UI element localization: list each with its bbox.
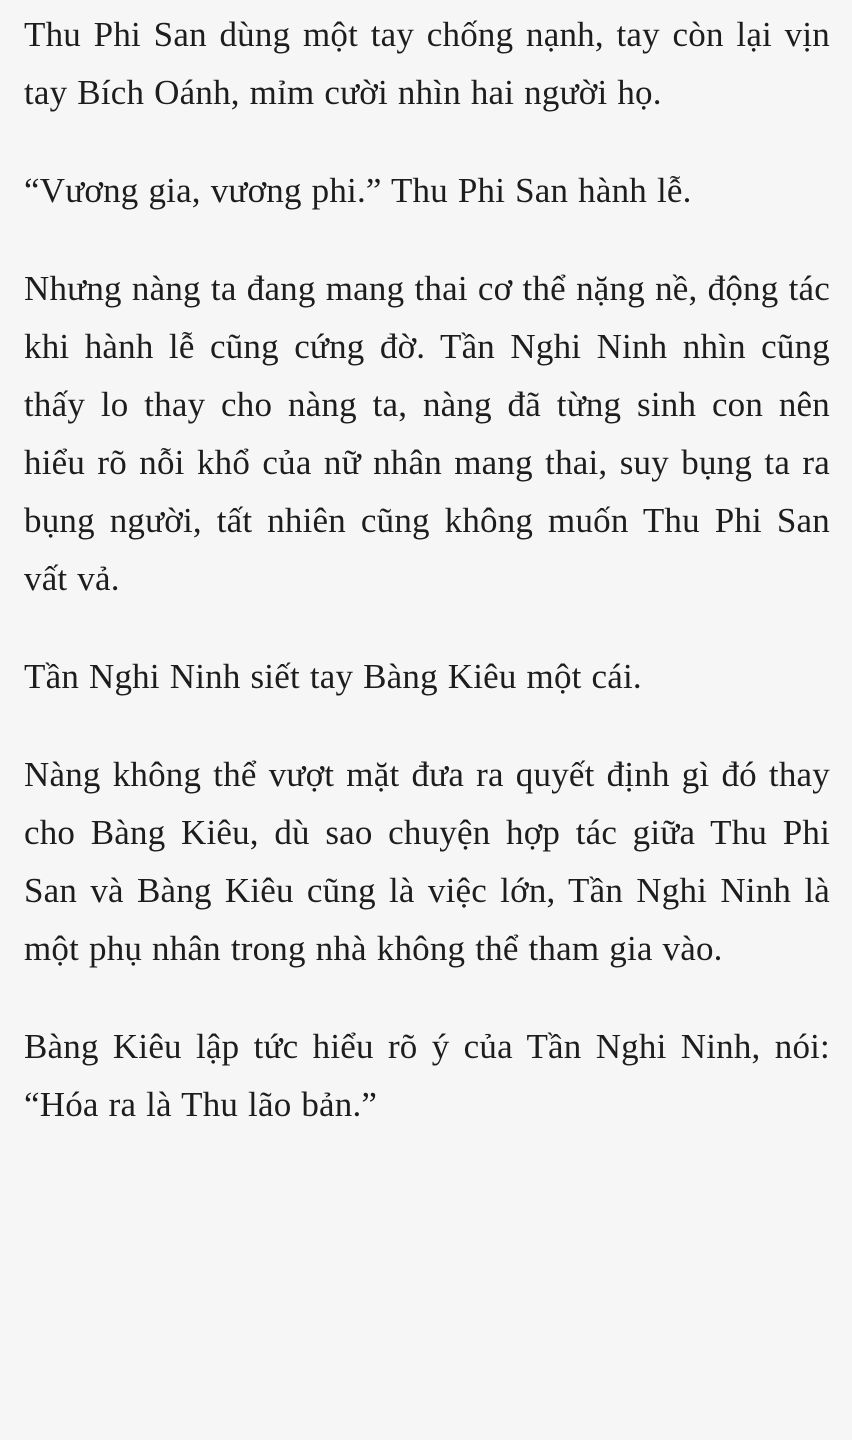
paragraph: Bàng Kiêu lập tức hiểu rõ ý của Tần Nghi Ninh, nói: “Hóa ra là Thu lão bản.”: [24, 1027, 830, 1124]
paragraph: Tần Nghi Ninh siết tay Bàng Kiêu một cái.: [24, 657, 642, 696]
paragraph: Thu Phi San dùng một tay chống nạnh, tay còn lại vịn tay Bích Oánh, mỉm cười nhìn hai người họ.: [24, 15, 830, 112]
reader-content: [24, 6, 830, 1134]
paragraph: Nhưng nàng ta đang mang thai cơ thể nặng nề, động tác khi hành lễ cũng cứng đờ. Tần Nghi Ninh nhìn cũng thấy lo thay cho nàng ta, nàng đã từng sinh con nên hiểu rõ nỗi khổ của nữ nhân mang thai, suy bụng ta ra bụng người, tất nhiên cũng không muốn Thu Phi San vất vả.: [24, 269, 830, 598]
paragraph: Nàng không thể vượt mặt đưa ra quyết định gì đó thay cho Bàng Kiêu, dù sao chuyện hợp tác giữa Thu Phi San và Bàng Kiêu cũng là việc lớn, Tần Nghi Ninh là một phụ nhân trong nhà không thể tham gia vào.: [24, 755, 830, 968]
paragraph: “Vương gia, vương phi.” Thu Phi San hành lễ.: [24, 171, 692, 210]
